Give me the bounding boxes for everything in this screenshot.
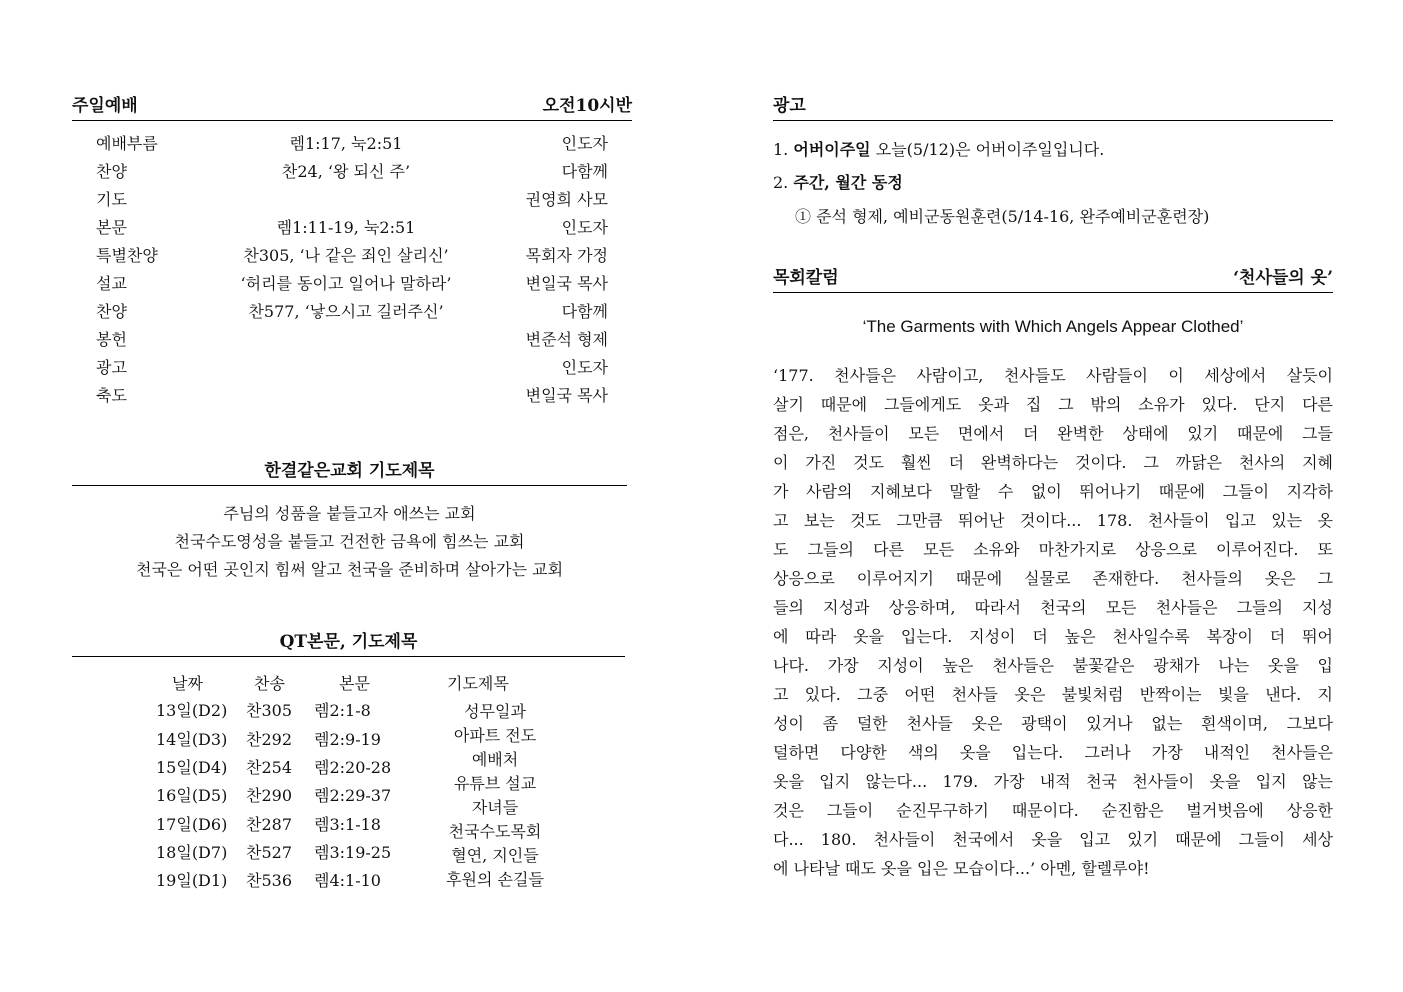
order-leader: 다함께 [561,302,608,321]
qt-row [150,839,420,867]
column-header [773,266,1333,293]
column-line: 고 보는 것도 그만큼 뛰어난 것이다... 178. 천사들이 입고 있는 옷 [773,511,1333,530]
column-line: 에 따라 옷을 입는다. 지성이 더 높은 천사일수록 복장이 더 뛰어 [773,627,1333,646]
qt-hymn: 찬527 [246,843,292,862]
order-item: 기도 [96,190,127,209]
order-row [96,130,608,158]
order-row [96,382,608,410]
qt-day: 16일(D5) [156,786,228,805]
qt-topic: 아파트 전도 [453,726,537,745]
qt-hymn: 찬305 [246,701,292,720]
order-content: ‘허리를 동이고 일어나 말하라’ [240,274,452,293]
column-line: 이 가진 것도 훨씬 더 완벽하다는 것이다. 그 까닭은 천사의 지혜 [773,453,1333,472]
qt-col-topic: 기도제목 [447,674,509,693]
order-leader: 변준석 형제 [525,330,608,349]
qt-topic: 예배처 [471,750,519,769]
qt-day: 15일(D4) [156,758,228,777]
order-item: 찬양 [96,162,127,181]
qt-day: 18일(D7) [156,843,228,862]
order-leader: 변일국 목사 [525,386,608,405]
prayer-header [72,459,627,486]
order-leader: 인도자 [561,134,608,153]
order-item: 봉헌 [96,330,127,349]
worship-header [72,94,632,121]
qt-row [150,697,420,725]
qt-row [150,811,420,839]
prayer-line: 천국은 어떤 곳인지 힘써 알고 천국을 준비하며 살아가는 교회 [135,560,564,579]
ad-num: 1. [773,140,789,159]
column-line: 고 있다. 그중 어떤 천사들 옷은 불빛처럼 반짝이는 빛을 낸다. 지 [773,685,1333,704]
column-line: 성이 좀 덜한 천사들 옷은 광택이 있거나 없는 흰색이며, 그보다 [773,714,1333,733]
ad-sub-item: ① 준석 형제, 예비군동원훈련(5/14-16, 완주예비군훈련장) [795,207,1210,226]
qt-text: 렘3:19-25 [314,843,392,862]
order-item: 본문 [96,218,127,237]
order-item: 축도 [96,386,127,405]
order-row [96,158,608,186]
column-line: 것은 그들이 순진무구하기 때문이다. 순진함은 벌거벗음에 상응한 [773,801,1333,820]
order-content: 렘1:11-19, 눅2:51 [276,218,416,237]
order-item: 찬양 [96,302,127,321]
worship-title: 주일예배 [72,96,138,116]
ads-header [773,94,1333,121]
qt-hymn: 찬254 [246,758,292,777]
order-leader: 인도자 [561,358,608,377]
qt-topic: 후원의 손길들 [446,870,544,889]
prayer-line: 천국수도영성을 붙들고 건전한 금욕에 힘쓰는 교회 [174,532,525,551]
qt-col-text: 본문 [339,674,370,693]
qt-day: 13일(D2) [156,701,228,720]
qt-text: 렘2:9-19 [314,730,381,749]
qt-topic: 유튜브 설교 [453,774,537,793]
qt-row [150,782,420,810]
column-line: 덜하면 다양한 색의 옷을 입는다. 그러나 가장 내적인 천사들은 [773,743,1333,762]
order-content: 렘1:17, 눅2:51 [289,134,403,153]
qt-hymn: 찬290 [246,786,292,805]
order-row [96,270,608,298]
qt-title: QT본문, 기도제목 [279,632,418,652]
qt-day: 19일(D1) [156,871,228,890]
column-line: 에 나타날 때도 옷을 입은 모습이다...’ 아멘, 할렐루야! [773,859,1150,878]
column-line: 점은, 천사들이 모든 면에서 더 완벽한 상태에 있기 때문에 그들 [773,424,1333,443]
column-line: ‘177. 천사들은 사람이고, 천사들도 사람들이 이 세상에서 살듯이 [773,366,1333,385]
order-content: 찬24, ‘왕 되신 주’ [281,162,411,181]
qt-topic: 혈연, 지인들 [451,846,539,865]
ad-heading: 어버이주일 [793,140,871,159]
ad-item [773,169,903,197]
order-row [96,214,608,242]
qt-topic: 자녀들 [471,798,519,817]
qt-text: 렘4:1-10 [314,871,381,890]
order-item: 특별찬양 [96,246,158,265]
qt-topic: 천국수도목회 [448,822,542,841]
order-leader: 목회자 가정 [525,246,608,265]
qt-day: 14일(D3) [156,730,228,749]
column-title: 목회칼럼 [773,268,839,288]
order-leader: 권영희 사모 [525,190,608,209]
order-row [96,298,608,326]
column-title-right: ‘천사들의 옷’ [1233,268,1333,288]
worship-time: 오전10시반 [542,96,632,116]
order-row [96,186,608,214]
order-row [96,242,608,270]
column-line: 도 그들의 다른 모든 소유와 마찬가지로 상응으로 이루어진다. 또 [773,540,1333,559]
ad-text: 오늘(5/12)은 어버이주일입니다. [875,140,1105,159]
order-content: 찬305, ‘나 같은 죄인 살리신’ [243,246,449,265]
qt-topic: 성무일과 [464,702,526,721]
qt-row [150,867,420,895]
qt-text: 렘3:1-18 [314,815,381,834]
qt-header [72,630,625,657]
column-subtitle: ‘The Garments with Which Angels Appear Clothed’ [862,317,1244,336]
qt-text: 렘2:29-37 [314,786,392,805]
qt-hymn: 찬292 [246,730,292,749]
order-leader: 다함께 [561,162,608,181]
order-leader: 변일국 목사 [525,274,608,293]
order-item: 예배부름 [96,134,158,153]
qt-col-hymn: 찬송 [254,674,285,693]
prayer-title: 한결같은교회 기도제목 [264,461,435,481]
column-line: 들의 지성과 상응하며, 따라서 천국의 모든 천사들은 그들의 지성 [773,598,1333,617]
column-line: 옷을 입지 않는다... 179. 가장 내적 천국 천사들이 옷을 입지 않는 [773,772,1333,791]
qt-text: 렘2:20-28 [314,758,392,777]
ad-item [773,136,1104,164]
column-line: 상응으로 이루어지기 때문에 실물로 존재한다. 천사들의 옷은 그 [773,569,1333,588]
order-item: 광고 [96,358,127,377]
qt-hymn: 찬536 [246,871,292,890]
qt-row [150,754,420,782]
column-line: 가 사람의 지혜보다 말할 수 없이 뛰어나기 때문에 그들이 지각하 [773,482,1333,501]
qt-col-day: 날짜 [172,674,203,693]
column-line: 살기 때문에 그들에게도 옷과 집 그 밖의 소유가 있다. 단지 다른 [773,395,1333,414]
order-item: 설교 [96,274,127,293]
column-line: 다... 180. 천사들이 천국에서 옷을 입고 있기 때문에 그들이 세상 [773,830,1333,849]
prayer-line: 주님의 성품을 붙들고자 애쓰는 교회 [223,504,476,523]
qt-row [150,726,420,754]
order-row [96,354,608,382]
order-leader: 인도자 [561,218,608,237]
ad-heading: 주간, 월간 동정 [793,173,903,192]
ads-title: 광고 [773,96,806,116]
order-content: 찬577, ‘낳으시고 길러주신’ [248,302,444,321]
ad-num: 2. [773,173,789,192]
order-row [96,326,608,354]
qt-day: 17일(D6) [156,815,228,834]
qt-hymn: 찬287 [246,815,292,834]
qt-text: 렘2:1-8 [314,701,371,720]
column-line: 나다. 가장 지성이 높은 천사들은 불꽃같은 광채가 나는 옷을 입 [773,656,1333,675]
